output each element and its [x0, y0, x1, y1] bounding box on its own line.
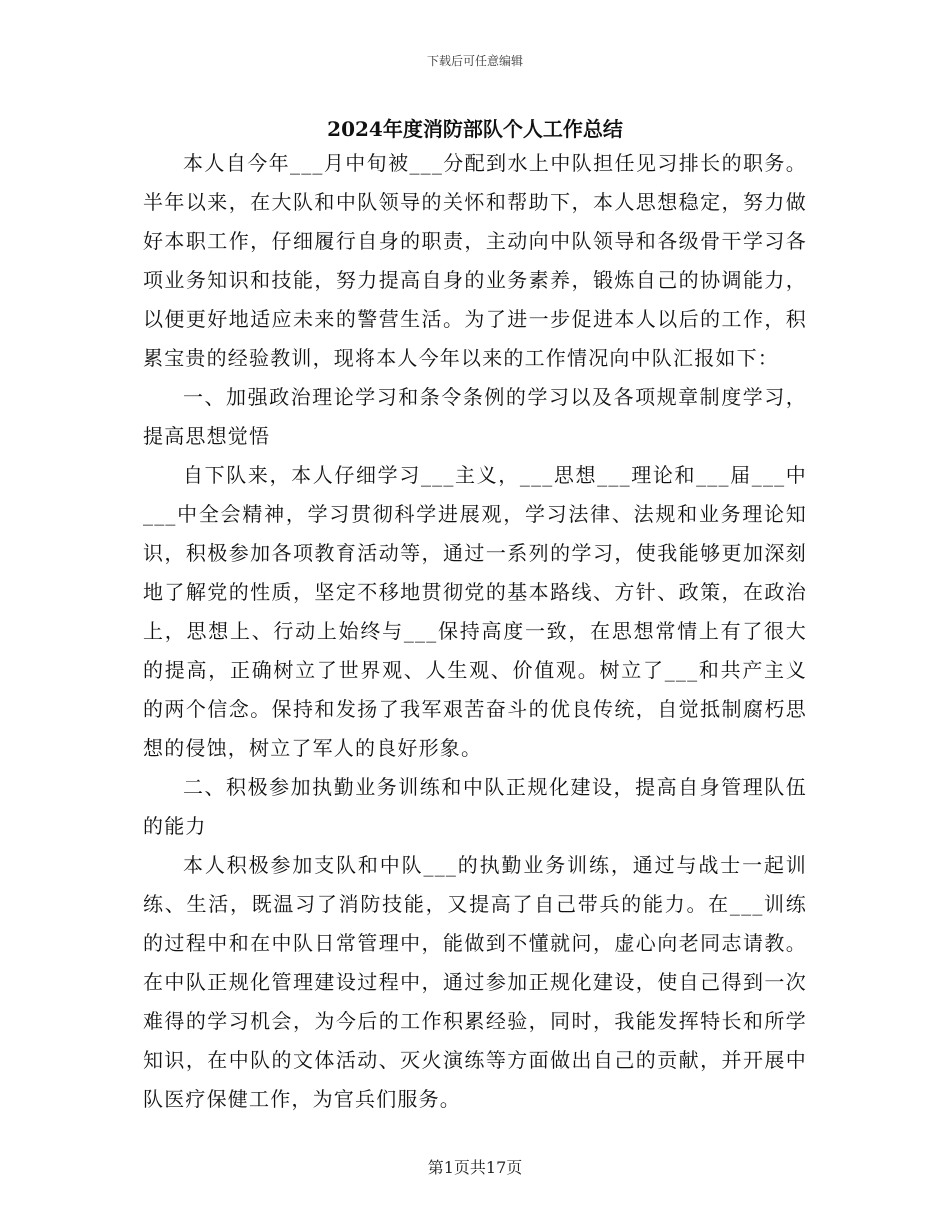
intro-paragraph: 本人自今年___月中旬被___分配到水上中队担任见习排长的职务。半年以来，在大队和中队领导的关怀和帮助下，本人思想稳定，努力做好本职工作，仔细履行自身的职责，主动向中队领导和各级骨干学习各项业务知识和技能，努力提高自身的业务素养，锻炼自己的协调能力，以便更好地适应未来的警营生活。为了进一步促进本人以后的工作，积累宝贵的经验教训，现将本人今年以来的工作情况向中队汇报如下：	[143, 151, 807, 370]
section-heading-1: 一、加强政治理论学习和条令条例的学习以及各项规章制度学习，提高思想觉悟	[143, 385, 807, 448]
section-2-paragraph: 本人积极参加支队和中队___的执勤业务训练，通过与战士一起训练、生活，既温习了消防技能，又提高了自己带兵的能力。在___训练的过程中和在中队日常管理中，能做到不懂就问，虚心向老同志请教。在中队正规化管理建设过程中，通过参加正规化建设，使自己得到一次难得的学习机会，为今后的工作积累经验，同时，我能发挥特长和所学知识，在中队的文体活动、灭火演练等方面做出自己的贡献，并开展中队医疗保健工作，为官兵们服务。	[143, 853, 807, 1111]
header-note: 下载后可任意编辑	[426, 54, 523, 68]
section-heading-2: 二、积极参加执勤业务训练和中队正规化建设，提高自身管理队伍的能力	[143, 775, 807, 838]
document-title: 2024年度消防部队个人工作总结	[327, 117, 623, 141]
page-number: 第1页共17页	[427, 1158, 523, 1177]
document-body	[143, 144, 807, 1119]
section-1-paragraph: 自下队来，本人仔细学习___主义，___思想___理论和___届___中___中全会精神，学习贯彻科学进展观，学习法律、法规和业务理论知识，积极参加各项教育活动等，通过一系列的学习，使我能够更加深刻地了解党的性质，坚定不移地贯彻党的基本路线、方针、政策，在政治上，思想上、行动上始终与___保持高度一致，在思想常情上有了很大的提高，正确树立了世界观、人生观、价值观。树立了___和共产主义的两个信念。保持和发扬了我军艰苦奋斗的优良传统，自觉抵制腐朽思想的侵蚀，树立了军人的良好形象。	[143, 463, 807, 760]
